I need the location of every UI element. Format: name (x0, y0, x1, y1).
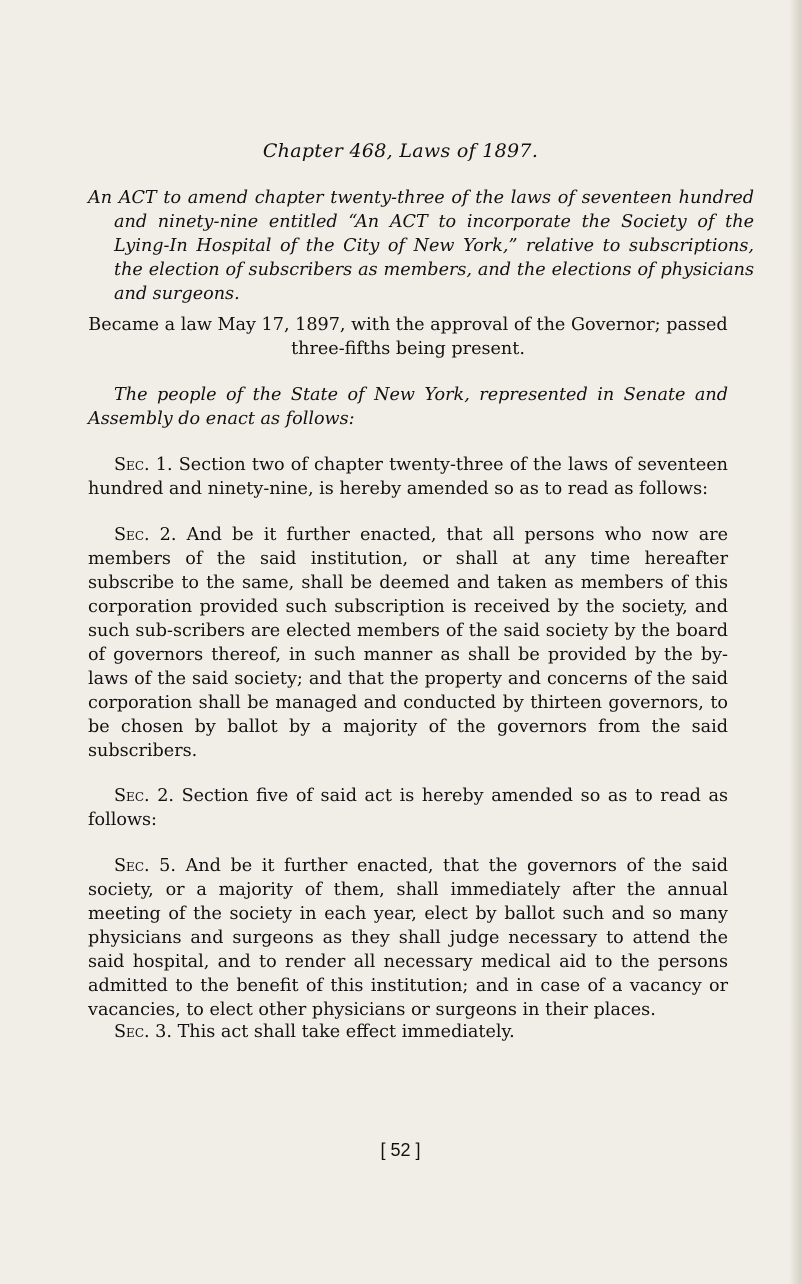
section-text: And be it further enacted, that the governors of the said society, or a majority of them, shall immediately after the annual meeting of the society in each year, elect by ballot such and so many physicians and surgeons as they shall judge necessary to attend the said hospital, and to render all necessary medical aid to the persons admitted to the benefit of this institution; and in case of a vacancy or vacancies, to elect other physicians or surgeons in their places. (88, 856, 729, 1020)
enacting-clause: The people of the State of New York, represented in Senate and Assembly do enact as follows: (88, 385, 728, 429)
section-label: Sec. 1. (114, 455, 173, 475)
section-paragraph (88, 1020, 728, 1044)
section-text: And be it further enacted, that all persons who now are members of the said institution, or shall at any time hereafter subscribe to the same, shall be deemed and taken as members of this corporation provided such subscription is received by the society, and such sub-scribers are elected members of the said society by the board of governors thereof, in such manner as shall be provided by the by-laws of the said society; and that the property and concerns of the said corporation shall be managed and conducted by thirteen governors, to be chosen by ballot by a majority of the governors from the said subscribers. (88, 525, 729, 761)
chapter-title: Chapter 468, Laws of 1897. (262, 140, 539, 162)
section-text: Section five of said act is hereby amended so as to read as follows: (88, 786, 728, 830)
section-text: This act shall take effect immediately. (177, 1022, 515, 1042)
section-label: Sec. 2. (114, 786, 174, 806)
section-label: Sec. 5. (114, 856, 176, 876)
section-label: Sec. 3. (114, 1022, 172, 1042)
section-text: Section two of chapter twenty-three of the laws of seventeen hundred and ninety-nine, is hereby amended so as to read as follows: (88, 455, 729, 499)
section-paragraph (88, 854, 728, 1022)
section-paragraph (88, 453, 728, 501)
act-title: An ACT to amend chapter twenty-three of the laws of seventeen hundred and ninety-nine entitled “An ACT to incorporate the Society of the Lying-In Hospital of the City of New York,” relative to subscriptions, the election of subscribers as members, and the elections of physicians and surgeons. (88, 188, 754, 304)
page-edge-shadow (789, 0, 801, 1284)
section-label: Sec. 2. (114, 525, 177, 545)
page-number: [ 52 ] (380, 1140, 421, 1160)
section-paragraph (88, 784, 728, 832)
section-paragraph (88, 523, 728, 763)
became-law-note: Became a law May 17, 1897, with the approval of the Governor; passed three-fifths being present. (88, 315, 728, 359)
